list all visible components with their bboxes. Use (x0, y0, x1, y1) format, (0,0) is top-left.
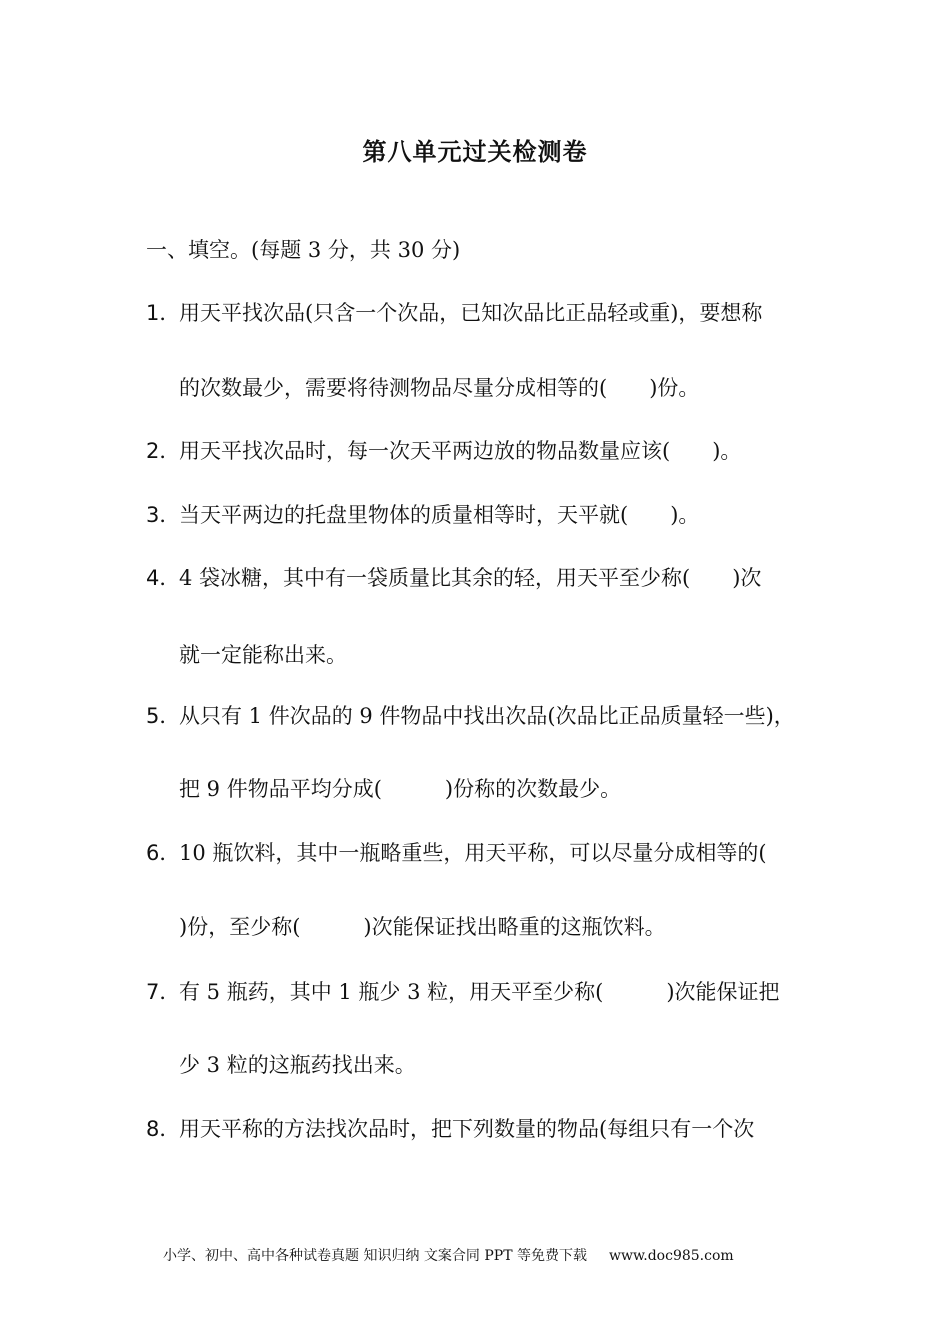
question-text: 有 5 瓶药，其中 1 瓶少 3 粒，用天平至少称( )次能保证把 (179, 980, 780, 1004)
question-text: 用天平找次品(只含一个次品，已知次品比正品轻或重)，要想称 (179, 301, 763, 325)
question-6-continuation: )份，至少称( )次能保证找出略重的这瓶饮料。 (179, 915, 666, 939)
question-number: 5． (146, 704, 181, 728)
question-7 (146, 977, 780, 1007)
question-text: 用天平找次品时，每一次天平两边放的物品数量应该( )。 (179, 439, 742, 463)
question-1 (146, 298, 762, 328)
question-4 (146, 563, 761, 593)
question-5-continuation: 把 9 件物品平均分成( )份称的次数最少。 (179, 777, 622, 801)
question-number: 6． (146, 841, 181, 865)
question-2 (146, 436, 741, 466)
question-text: 当天平两边的托盘里物体的质量相等时，天平就( )。 (179, 503, 700, 527)
question-6 (146, 838, 767, 868)
question-number: 3． (146, 503, 181, 527)
question-4-continuation: 就一定能称出来。 (179, 643, 347, 667)
section-heading: 一、填空。(每题 3 分，共 30 分) (146, 238, 461, 262)
question-text: 用天平称的方法找次品时，把下列数量的物品(每组只有一个次 (179, 1117, 755, 1141)
question-number: 2． (146, 439, 181, 463)
question-1-continuation: 的次数最少，需要将待测物品尽量分成相等的( )份。 (179, 376, 700, 400)
footer-text: 小学、初中、高中各种试卷真题 知识归纳 文案合同 PPT 等免费下载 (163, 1248, 587, 1264)
question-8 (146, 1114, 754, 1144)
page-title: 第八单元过关检测卷 (362, 138, 588, 166)
question-text: 4 袋冰糖，其中有一袋质量比其余的轻，用天平至少称( )次 (179, 566, 762, 590)
question-text: 10 瓶饮料，其中一瓶略重些，用天平称，可以尽量分成相等的( (179, 841, 767, 865)
question-7-continuation: 少 3 粒的这瓶药找出来。 (179, 1053, 416, 1077)
question-5 (146, 701, 795, 731)
question-number: 4． (146, 566, 181, 590)
question-text: 从只有 1 件次品的 9 件物品中找出次品(次品比正品质量轻一些)， (179, 704, 795, 728)
footer-url: www.doc985.com (608, 1248, 734, 1264)
question-number: 7． (146, 980, 181, 1004)
page-footer (163, 1245, 734, 1265)
question-3 (146, 500, 699, 530)
question-number: 8． (146, 1117, 181, 1141)
question-number: 1． (146, 301, 181, 325)
